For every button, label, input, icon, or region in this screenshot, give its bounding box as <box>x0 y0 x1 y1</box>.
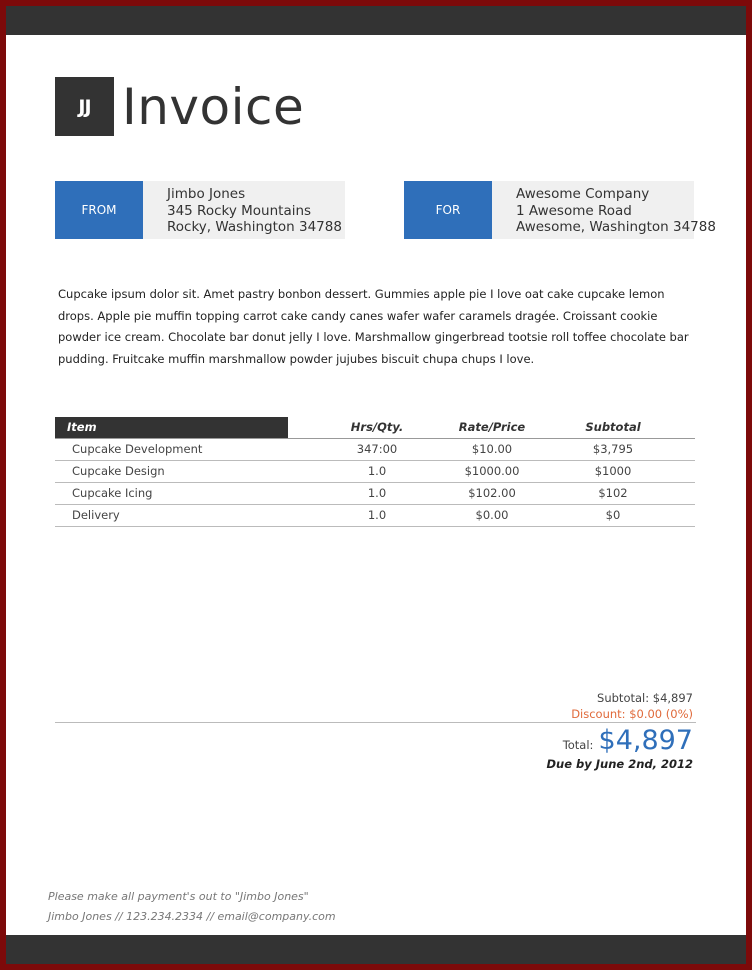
header-subtotal: Subtotal <box>585 420 641 434</box>
description: Cupcake ipsum dolor sit. Amet pastry bonbon dessert. Gummies apple pie I love oat cake cupcake lemon drops. Apple pie muffin topping carrot cake candy canes wafer wafer caramels dragée. Croissant cookie powder ice cream. Chocolate bar donut jelly I love. Marshmallow gingerbread tootsie roll toffee chocolate bar pudding. Fruitcake muffin marshmallow powder jujubes biscuit chupa chups I love. <box>58 287 689 366</box>
row-subtotal: $0 <box>605 508 621 522</box>
row-rate: $10.00 <box>471 442 513 456</box>
row-subtotal: $1000 <box>594 464 632 478</box>
total-line <box>563 725 693 756</box>
from-block <box>55 181 345 239</box>
header-rate: Rate/Price <box>458 420 526 434</box>
row-qty: 1.0 <box>367 508 387 522</box>
contact-line: Jimbo Jones // 123.234.2334 // email@company.com <box>48 910 336 923</box>
from-name: Jimbo Jones <box>167 186 246 202</box>
row-rate: $102.00 <box>468 486 516 500</box>
row-rate: $1000.00 <box>464 464 520 478</box>
row-item: Delivery <box>72 508 120 522</box>
table-header <box>55 417 695 439</box>
for-name: Awesome Company <box>516 186 650 202</box>
totals-divider <box>55 722 696 723</box>
row-qty: 1.0 <box>367 464 387 478</box>
page-title: Invoice <box>122 78 305 136</box>
row-qty: 1.0 <box>367 486 387 500</box>
from-city: Rocky, Washington 34788 <box>167 219 342 235</box>
header-item: Item <box>55 417 288 438</box>
items-table <box>55 417 695 527</box>
row-qty: 347:00 <box>356 442 398 456</box>
table-row <box>55 439 695 461</box>
logo-initials: JJ <box>78 95 91 118</box>
row-subtotal: $3,795 <box>592 442 634 456</box>
total-label: Total: <box>562 738 594 752</box>
row-subtotal: $102 <box>598 486 628 500</box>
for-block <box>404 181 716 239</box>
row-item: Cupcake Development <box>72 442 203 456</box>
row-item: Cupcake Design <box>72 464 165 478</box>
for-street: 1 Awesome Road <box>516 202 632 219</box>
discount-text: Discount: $0.00 (0%) <box>571 707 693 721</box>
from-tag: FROM <box>55 181 143 239</box>
for-address <box>516 186 716 236</box>
from-street: 345 Rocky Mountains <box>167 202 312 219</box>
subtotal-text: Subtotal: $4,897 <box>597 691 693 705</box>
table-row <box>55 461 695 483</box>
table-row <box>55 483 695 505</box>
bottom-bar <box>6 935 746 964</box>
table-row <box>55 505 695 527</box>
header-qty: Hrs/Qty. <box>350 420 404 434</box>
for-tag: FOR <box>404 181 492 239</box>
from-address <box>167 186 342 236</box>
totals-summary <box>571 690 693 722</box>
invoice-page <box>6 6 746 964</box>
due-date: Due by June 2nd, 2012 <box>546 757 693 771</box>
row-item: Cupcake Icing <box>72 486 153 500</box>
for-city: Awesome, Washington 34788 <box>516 219 716 235</box>
payment-note: Please make all payment's out to "Jimbo Jones" <box>48 890 309 903</box>
top-bar <box>6 6 746 35</box>
logo-mark <box>55 77 114 136</box>
total-value: $4,897 <box>598 725 693 756</box>
row-rate: $0.00 <box>475 508 509 522</box>
